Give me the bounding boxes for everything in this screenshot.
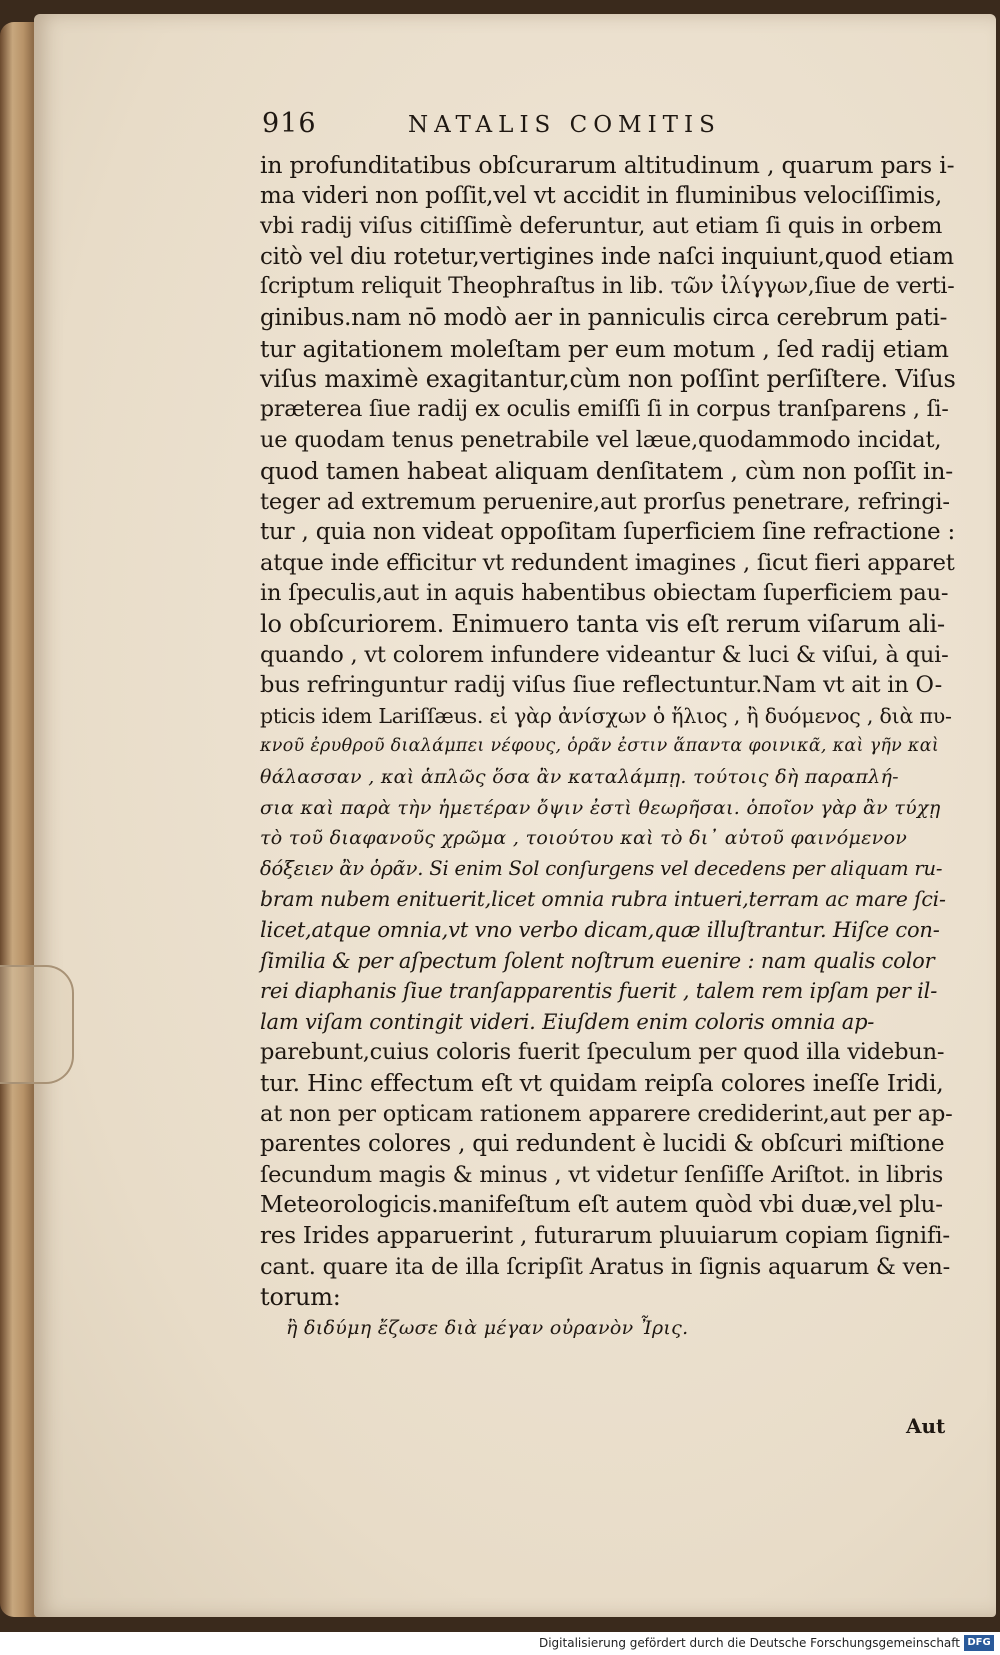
text-line: ginibus.nam nō modò aer in panniculis circa cerebrum pati-	[260, 305, 948, 331]
page-tab-marker	[0, 965, 74, 1084]
text-line: quod tamen habeat aliquam denſitatem , cùm non poſſit in-	[260, 457, 954, 485]
text-line: vbi radij viſus citiſſimè deferuntur, aut etiam ſi quis in orbem	[260, 213, 943, 240]
text-line: bram nubem enituerit,licet omnia rubra intueri,terram ac mare ſci-	[260, 887, 946, 912]
text-line: lo obſcuriorem. Enimuero tanta vis eſt rerum viſarum ali-	[260, 610, 945, 638]
text-line: ue quodam tenus penetrabile vel læue,quodammodo incidat,	[260, 427, 942, 454]
text-line: parebunt,cuius coloris fuerit ſpeculum per quod illa videbun-	[260, 1039, 945, 1066]
catchword: Aut	[906, 1414, 946, 1438]
text-line: in ſpeculis,aut in aquis habentibus obiectam ſuperficiem pau-	[260, 580, 949, 607]
page-header	[262, 108, 822, 148]
text-line: at non per opticam rationem apparere crediderint,aut per ap-	[260, 1100, 953, 1127]
text-line: citò vel diu rotetur,vertigines inde naſci inquiunt,quod etiam	[260, 243, 954, 270]
text-line: δόξειεν ἂν ὁρᾶν. Si enim Sol conſurgens vel decedens per aliquam ru-	[260, 856, 943, 880]
text-line: tur. Hinc effectum eſt vt quidam reipſa colores ineſſe Iridi,	[260, 1069, 944, 1097]
text-line: quando , vt colorem infundere videantur & luci & viſui, à qui-	[260, 641, 949, 668]
text-line: σια καὶ παρὰ τὴν ἡμετέραν ὄψιν ἐστὶ θεωρῆσαι. ὁποῖον γὰρ ἂν τύχῃ	[260, 796, 941, 819]
footer-credit: Digitalisierung gefördert durch die Deutsche Forschungsgemeinschaft	[538, 1636, 960, 1650]
text-line: licet,atque omnia,vt vno verbo dicam,quæ illuſtrantur. Hiſce con-	[260, 918, 940, 942]
text-line: res Irides apparuerint , futurarum pluuiarum copiam ſignifi-	[260, 1223, 950, 1249]
text-line: parentes colores , qui redundent è lucidi & obſcuri miſtione	[260, 1131, 945, 1158]
text-line: bus refringuntur radij viſus ſiue reflectuntur.Nam vt ait in O-	[260, 672, 942, 699]
text-line: rei diaphanis ſiue tranſapparentis fuerit , talem rem ipſam per il-	[260, 979, 938, 1004]
text-line: viſus maximè exagitantur,cùm non poſſint perſiſtere. Viſus	[260, 365, 956, 394]
text-line: ma videri non poſſit,vel vt accidit in fluminibus velociſſimis,	[260, 182, 943, 209]
text-line: torum:	[260, 1283, 341, 1312]
text-line: κνοῦ ἐρυθροῦ διαλάμπει νέφους, ὁρᾶν ἐστιν ἅπαντα φοινικᾶ, καὶ γῆν καὶ	[260, 736, 939, 757]
running-head: NATALIS COMITIS	[408, 112, 721, 138]
text-line: tur , quia non videat oppoſitam ſuperficiem ſine refractione :	[260, 519, 956, 546]
text-line: in profunditatibus obſcurarum altitudinum , quarum pars i-	[260, 151, 955, 179]
text-line: Meteorologicis.manifeſtum eſt autem quòd vbi duæ,vel plu-	[260, 1192, 943, 1219]
text-line: τὸ τοῦ διαφανοῦς χρῶμα , τοιούτου καὶ τὸ δι᾽ αὐτοῦ φαινόμενον	[260, 827, 908, 850]
footer-bar	[0, 1632, 1000, 1655]
text-line: ſimilia & per aſpectum ſolent noſtrum euenire : nam qualis color	[260, 948, 935, 973]
text-line: lam viſam contingit videri. Eiuſdem enim coloris omnia ap-	[260, 1009, 875, 1034]
text-line: cant. quare ita de illa ſcripſit Aratus in ſignis aquarum & ven-	[260, 1253, 950, 1280]
text-line: præterea ſiue radij ex oculis emiſſi ſi in corpus tranſparens , ſi-	[260, 396, 949, 422]
text-line: ſcriptum reliquit Theophraſtus in lib. τῶν ἰλίγγων,ſiue de verti-	[260, 274, 955, 300]
text-line: ſecundum magis & minus , vt videtur ſenſiſſe Ariſtot. in libris	[260, 1161, 944, 1188]
text-line: θάλασσαν , καὶ ἁπλῶς ὅσα ἂν καταλάμπῃ. τούτοις δὴ παραπλή-	[260, 766, 899, 788]
text-line: ἢ διδύμη ἔζωσε διὰ μέγαν οὐρανὸν Ἶρις.	[286, 1316, 689, 1339]
text-line: teger ad extremum peruenire,aut prorſus penetrare, refringi-	[260, 488, 950, 515]
text-line: pticis idem Lariſſæus. εἰ γὰρ ἀνίσχων ὁ ἥλιος , ἢ δυόμενος , διὰ πυ-	[260, 703, 952, 728]
page-number: 916	[262, 108, 317, 139]
dfg-logo: DFG	[964, 1635, 994, 1651]
text-line: atque inde efficitur vt redundent imagines , ſicut fieri apparet	[260, 549, 955, 576]
text-line: tur agitationem moleſtam per eum motum , ſed radij etiam	[260, 334, 949, 363]
